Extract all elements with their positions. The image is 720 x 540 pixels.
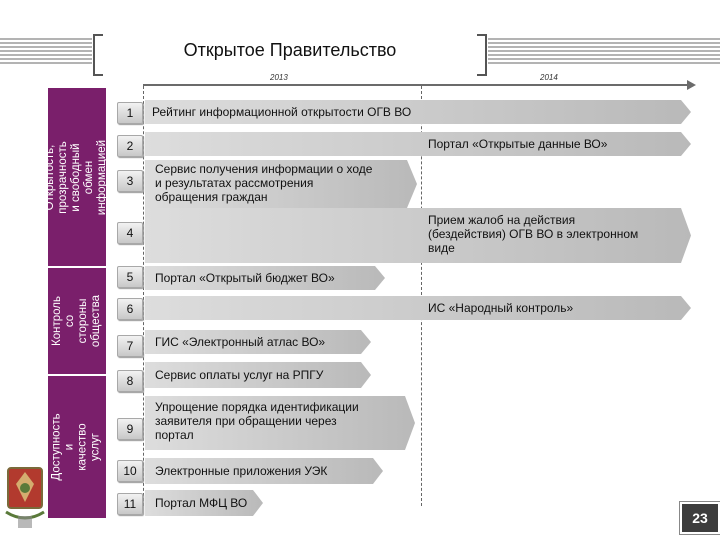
item-number: 8	[117, 370, 143, 392]
title-bracket-left	[93, 34, 103, 76]
item-label: Упрощение порядка идентификации заявителя при обращении через портал	[155, 400, 359, 442]
item-label: Электронные приложения УЭК	[155, 464, 328, 478]
item-number: 1	[117, 102, 143, 124]
item-label: Портал «Открытые данные ВО»	[428, 137, 608, 151]
item-arrow	[145, 296, 691, 320]
category-service-quality-label: Доступность и качество услуг	[51, 413, 103, 481]
item-label: Портал «Открытый бюджет ВО»	[155, 271, 335, 285]
category-public-control	[48, 268, 106, 374]
item-number: 4	[117, 222, 143, 244]
item-number: 2	[117, 135, 143, 157]
decorative-stripes-left	[0, 38, 92, 64]
category-service-quality	[48, 376, 106, 518]
timeline-start-marker	[143, 86, 144, 506]
item-label: ГИС «Электронный атлас ВО»	[155, 335, 326, 349]
item-number: 10	[117, 460, 143, 482]
item-number: 9	[117, 418, 143, 440]
item-number: 3	[117, 170, 143, 192]
item-label: Сервис получения информации о ходе и результатах рассмотрения обращения граждан	[155, 162, 373, 204]
title-bracket-right	[477, 34, 487, 76]
year-label-2014: 2014	[540, 73, 558, 82]
category-openness-label: Открытость, прозрачность и свободный обмен информацией	[44, 139, 109, 215]
item-label: Рейтинг информационной открытости ОГВ ВО	[152, 105, 412, 119]
year-label-2013: 2013	[270, 73, 288, 82]
item-number: 5	[117, 266, 143, 288]
category-openness	[44, 88, 109, 266]
category-public-control-label: Контроль со стороны общества	[51, 294, 102, 348]
timeline-axis	[143, 84, 688, 86]
item-label: Сервис оплаты услуг на РПГУ	[155, 368, 324, 382]
coat-of-arms-icon	[4, 462, 46, 532]
item-arrow	[145, 132, 691, 156]
item-label: Прием жалоб на действия (бездействия) ОГВ ВО в электронном виде	[428, 213, 639, 255]
item-label: ИС «Народный контроль»	[428, 301, 574, 315]
item-label: Портал МФЦ ВО	[155, 496, 248, 510]
item-number: 6	[117, 298, 143, 320]
page-title: Открытое Правительство	[183, 40, 397, 60]
decorative-stripes-right	[488, 38, 720, 64]
item-number: 7	[117, 335, 143, 357]
page-number-badge: 23	[680, 502, 720, 534]
item-number: 11	[117, 493, 143, 515]
